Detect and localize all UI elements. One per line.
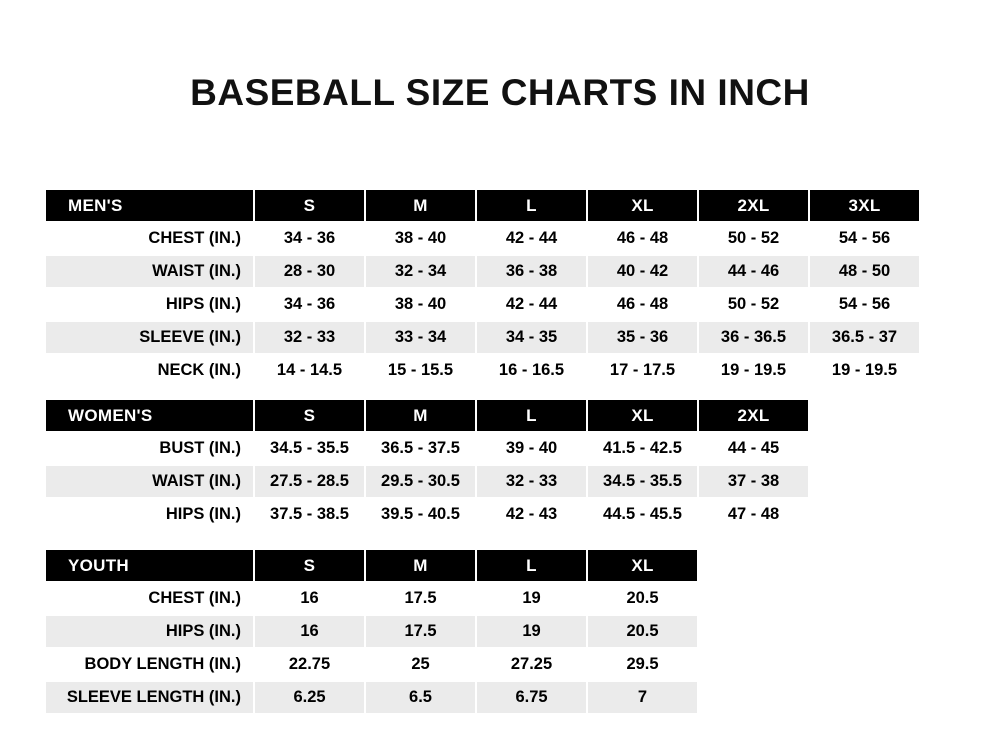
table-cell: 20.5 <box>587 582 698 615</box>
table-cell: 29.5 - 30.5 <box>365 465 476 498</box>
row-label: BUST (IN.) <box>45 432 254 465</box>
table-cell: 34 - 35 <box>476 321 587 354</box>
table-cell: 16 - 16.5 <box>476 354 587 387</box>
table-cell: 14 - 14.5 <box>254 354 365 387</box>
table-cell: 42 - 43 <box>476 498 587 531</box>
table-cell: 36.5 - 37 <box>809 321 920 354</box>
row-label: HIPS (IN.) <box>45 288 254 321</box>
table-cell: 7 <box>587 681 698 714</box>
table-cell: 44 - 45 <box>698 432 809 465</box>
table-cell: 39.5 - 40.5 <box>365 498 476 531</box>
table-row <box>45 648 698 681</box>
table-cell: 25 <box>365 648 476 681</box>
row-label: HIPS (IN.) <box>45 615 254 648</box>
table-row <box>45 432 809 465</box>
table-cell: 48 - 50 <box>809 255 920 288</box>
column-header: M <box>365 189 476 222</box>
table-cell: 39 - 40 <box>476 432 587 465</box>
table-cell: 35 - 36 <box>587 321 698 354</box>
column-header: MEN'S <box>45 189 254 222</box>
table-row <box>45 582 698 615</box>
column-header: 2XL <box>698 189 809 222</box>
column-header: L <box>476 189 587 222</box>
column-header: L <box>476 399 587 432</box>
page-title: BASEBALL SIZE CHARTS IN INCH <box>190 72 810 113</box>
column-header: 2XL <box>698 399 809 432</box>
mens-size-table <box>44 188 921 388</box>
table-cell: 16 <box>254 615 365 648</box>
table-cell: 17 - 17.5 <box>587 354 698 387</box>
table-row <box>45 615 698 648</box>
table-row <box>45 498 809 531</box>
row-label: CHEST (IN.) <box>45 222 254 255</box>
womens-size-table <box>44 398 810 532</box>
row-label: HIPS (IN.) <box>45 498 254 531</box>
table-cell: 41.5 - 42.5 <box>587 432 698 465</box>
column-header: XL <box>587 399 698 432</box>
row-label: BODY LENGTH (IN.) <box>45 648 254 681</box>
table-cell: 17.5 <box>365 582 476 615</box>
table-cell: 44 - 46 <box>698 255 809 288</box>
table-cell: 19 <box>476 582 587 615</box>
column-header: L <box>476 549 587 582</box>
row-label: NECK (IN.) <box>45 354 254 387</box>
table-cell: 32 - 34 <box>365 255 476 288</box>
table-cell: 15 - 15.5 <box>365 354 476 387</box>
table-row <box>45 354 920 387</box>
table-cell: 32 - 33 <box>476 465 587 498</box>
table-row <box>45 321 920 354</box>
table-cell: 36 - 36.5 <box>698 321 809 354</box>
table-cell: 38 - 40 <box>365 288 476 321</box>
table-cell: 32 - 33 <box>254 321 365 354</box>
table-cell: 36 - 38 <box>476 255 587 288</box>
table-header-row <box>45 189 920 222</box>
table-cell: 46 - 48 <box>587 288 698 321</box>
column-header: M <box>365 399 476 432</box>
table-cell: 16 <box>254 582 365 615</box>
table-cell: 28 - 30 <box>254 255 365 288</box>
table-cell: 40 - 42 <box>587 255 698 288</box>
table-cell: 36.5 - 37.5 <box>365 432 476 465</box>
table-cell: 27.25 <box>476 648 587 681</box>
table-cell: 50 - 52 <box>698 288 809 321</box>
column-header: S <box>254 189 365 222</box>
table-row <box>45 681 698 714</box>
table-cell: 20.5 <box>587 615 698 648</box>
table-cell: 54 - 56 <box>809 222 920 255</box>
table-cell: 42 - 44 <box>476 222 587 255</box>
column-header: S <box>254 399 365 432</box>
table-cell: 37.5 - 38.5 <box>254 498 365 531</box>
row-label: SLEEVE LENGTH (IN.) <box>45 681 254 714</box>
table-cell: 42 - 44 <box>476 288 587 321</box>
table-cell: 34.5 - 35.5 <box>587 465 698 498</box>
table-row <box>45 465 809 498</box>
table-cell: 54 - 56 <box>809 288 920 321</box>
column-header: M <box>365 549 476 582</box>
row-label: CHEST (IN.) <box>45 582 254 615</box>
table-row <box>45 255 920 288</box>
table-row <box>45 222 920 255</box>
table-cell: 29.5 <box>587 648 698 681</box>
table-cell: 34.5 - 35.5 <box>254 432 365 465</box>
column-header: WOMEN'S <box>45 399 254 432</box>
table-cell: 27.5 - 28.5 <box>254 465 365 498</box>
table-cell: 17.5 <box>365 615 476 648</box>
table-cell: 19 - 19.5 <box>809 354 920 387</box>
column-header: XL <box>587 189 698 222</box>
table-cell: 6.25 <box>254 681 365 714</box>
table-cell: 37 - 38 <box>698 465 809 498</box>
table-cell: 19 - 19.5 <box>698 354 809 387</box>
table-header-row <box>45 399 809 432</box>
table-cell: 46 - 48 <box>587 222 698 255</box>
table-cell: 22.75 <box>254 648 365 681</box>
row-label: SLEEVE (IN.) <box>45 321 254 354</box>
table-cell: 19 <box>476 615 587 648</box>
table-cell: 34 - 36 <box>254 288 365 321</box>
table-cell: 47 - 48 <box>698 498 809 531</box>
table-cell: 50 - 52 <box>698 222 809 255</box>
table-header-row <box>45 549 698 582</box>
table-cell: 6.5 <box>365 681 476 714</box>
column-header: S <box>254 549 365 582</box>
table-cell: 33 - 34 <box>365 321 476 354</box>
column-header: XL <box>587 549 698 582</box>
column-header: 3XL <box>809 189 920 222</box>
table-cell: 6.75 <box>476 681 587 714</box>
youth-size-table <box>44 548 699 715</box>
row-label: WAIST (IN.) <box>45 255 254 288</box>
table-cell: 44.5 - 45.5 <box>587 498 698 531</box>
table-row <box>45 288 920 321</box>
table-cell: 34 - 36 <box>254 222 365 255</box>
row-label: WAIST (IN.) <box>45 465 254 498</box>
column-header: YOUTH <box>45 549 254 582</box>
table-cell: 38 - 40 <box>365 222 476 255</box>
